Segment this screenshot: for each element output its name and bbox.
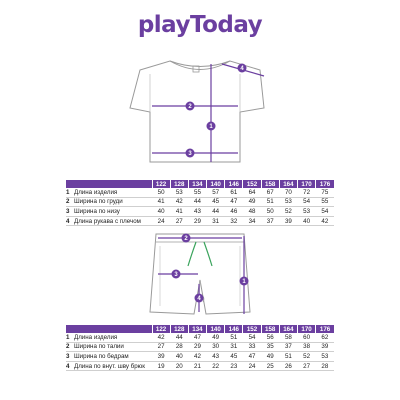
table-row: 1 Длина изделия 42 44 47 49 51 54 56 58 60 62 <box>66 333 334 342</box>
table-row: 2 Ширина по талии 27 28 29 30 31 33 35 37 38 39 <box>66 342 334 352</box>
tshirt-size-table <box>66 180 334 226</box>
table-row: 1 Длина изделия 50 53 55 57 61 64 67 70 72 75 <box>66 188 334 197</box>
table-row: 3 Ширина по бедрам 39 40 42 43 45 47 49 51 52 53 <box>66 352 334 362</box>
shorts-marker-3: 3 <box>174 272 178 279</box>
shorts-size-table <box>66 325 334 371</box>
table-row: 4 Длина по внут. шву брюк 19 20 21 22 23 24 25 26 27 28 <box>66 361 334 371</box>
brand-logo: playToday <box>137 12 263 38</box>
tshirt-marker-2: 2 <box>188 104 192 111</box>
tshirt-size-header: 122 128 134 140 146 152 158 164 170 176 <box>66 180 334 188</box>
shorts-diagram <box>0 226 400 322</box>
shorts-size-header: 122 128 134 140 146 152 158 164 170 176 <box>66 325 334 333</box>
table-row: 2 Ширина по груди 41 42 44 45 47 49 51 53 54 55 <box>66 197 334 207</box>
shorts-marker-1: 1 <box>242 279 246 286</box>
tshirt-marker-3: 3 <box>188 151 192 158</box>
shorts-marker-4: 4 <box>197 296 201 303</box>
tshirt-marker-1: 1 <box>209 124 213 131</box>
table-row: 3 Ширина по низу 40 41 43 44 46 48 50 52 53 54 <box>66 207 334 217</box>
tshirt-diagram <box>0 52 400 174</box>
table-row: 4 Длина рукава с плечом 24 27 29 31 32 34 37 39 40 42 <box>66 216 334 226</box>
tshirt-marker-4: 4 <box>240 66 244 73</box>
shorts-marker-2: 2 <box>184 236 188 243</box>
